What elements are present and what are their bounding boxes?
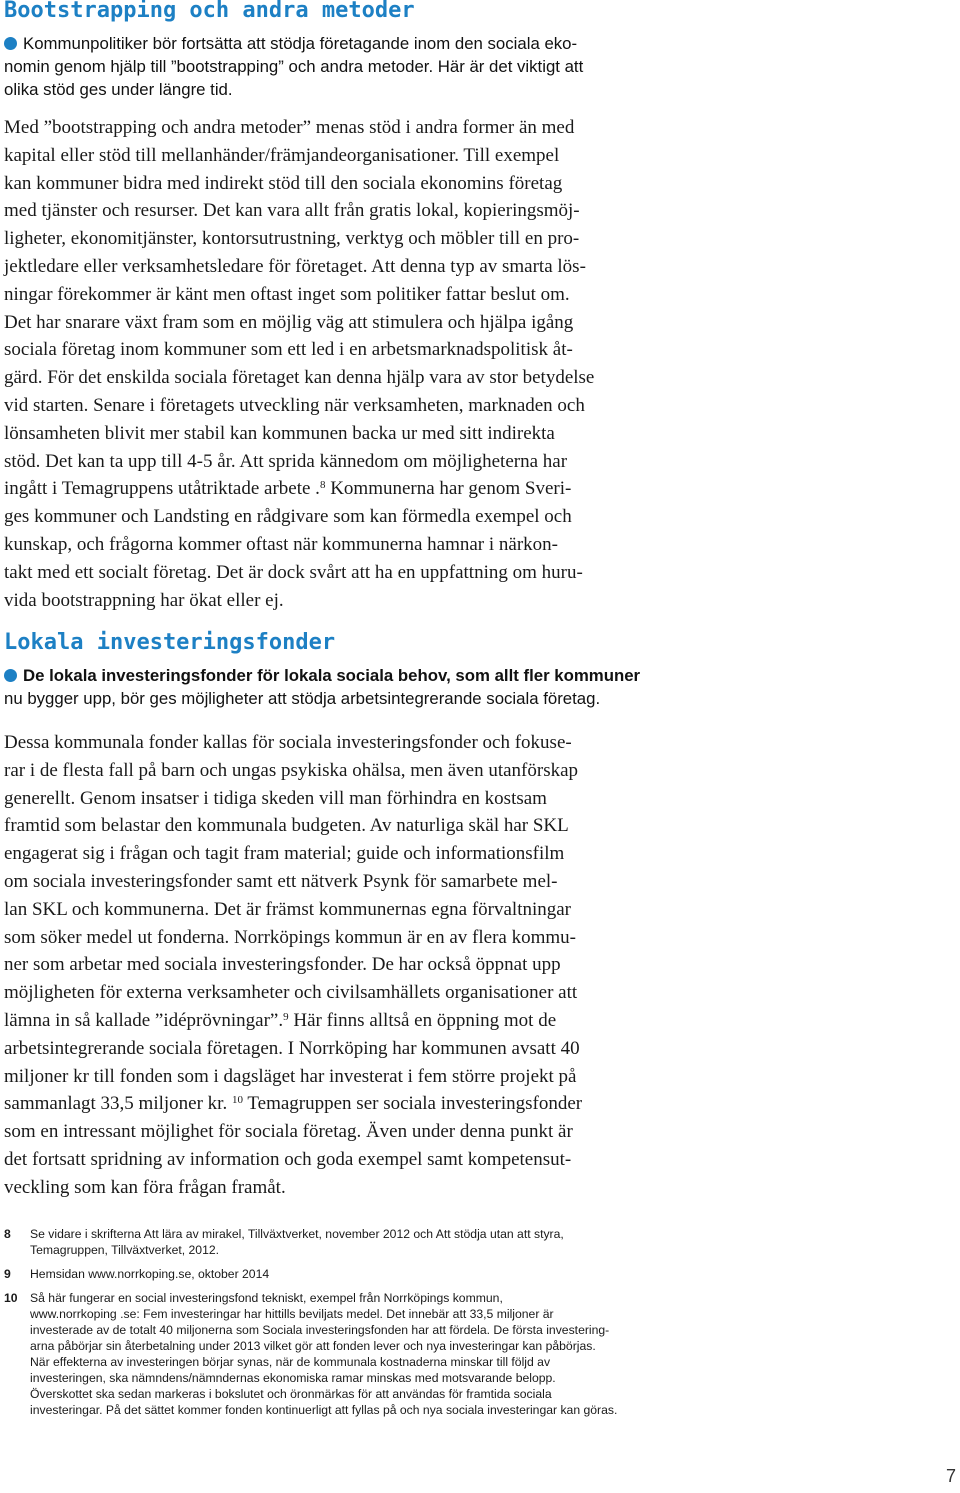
section-heading-bootstrapping: Bootstrapping och andra metoder [4, 0, 415, 23]
text-line: engagerat sig i frågan och tagit fram material; guide och informationsfilm [4, 843, 565, 865]
lead-line: nu bygger upp, bör ges möjligheter att stödja arbetsintegrerande sociala företag. [4, 689, 601, 708]
footnote-8 [4, 1226, 664, 1258]
body-text-bootstrapping [4, 114, 594, 614]
text-line: om sociala investeringsfonder samt ett nätverk Psynk för samarbete mel- [4, 870, 558, 892]
text-line: kan kommuner bidra med indirekt stöd till den sociala ekonomins företag [4, 172, 563, 194]
footnote-line: investeringar. På det sättet kommer fonden kontinuerligt att fyllas på och nya sociala investeringar kan göras. [30, 1403, 618, 1417]
footnote-ref-8: 8 [319, 479, 326, 492]
text-line: generellt. Genom insatser i tidiga skeden vill man förhindra en kostsam [4, 787, 547, 809]
footnote-line: Hemsidan www.norrkoping.se, oktober 2014 [30, 1267, 270, 1281]
footnote-number: 9 [4, 1267, 11, 1281]
text-line: arbetsintegrerande sociala företagen. I Norrköping har kommunen avsatt 40 [4, 1037, 580, 1059]
text-line-with-footnote-ref [4, 475, 594, 503]
footnote-number: 8 [4, 1227, 11, 1241]
page-number: 7 [945, 1466, 956, 1486]
text-segment: Här finns alltså en öppning mot de [288, 1009, 557, 1031]
text-line: med tjänster och resurser. Det kan vara allt från gratis lokal, kopieringsmöj- [4, 200, 580, 222]
text-line: vida bootstrappning har ökat eller ej. [4, 589, 284, 611]
lead-paragraph-investeringsfonder [4, 664, 652, 710]
text-line: rar i de flesta fall på barn och ungas psykiska ohälsa, men även utanförskap [4, 759, 579, 781]
footnote-line: Temagruppen, Tillväxtverket, 2012. [30, 1243, 220, 1257]
text-line: kunskap, och frågorna kommer oftast när kommunerna hamnar i närkon- [4, 533, 558, 555]
text-line-with-footnote-ref [4, 1090, 582, 1118]
text-line: lan SKL och kommunerna. Det är främst kommunernas egna förvaltningar [4, 898, 572, 920]
text-line: ner som arbetar med sociala investeringsfonder. De har också öppnat upp [4, 954, 561, 976]
text-line: ningar förekommer är känt men oftast inget som politiker fattar beslut om. [4, 283, 570, 305]
text-line-with-footnote-ref [4, 1007, 582, 1035]
text-line: sociala företag inom kommuner som ett led i en arbetsmarknadspolitisk åt- [4, 339, 573, 361]
text-line: kapital eller stöd till mellanhänder/främjandeorganisationer. Till exempel [4, 144, 560, 166]
footnote-line: Se vidare i skrifterna Att lära av mirakel, Tillväxtverket, november 2012 och Att stödja utan att styra, [30, 1227, 564, 1241]
footnote-line: Överskottet ska sedan markeras i bokslutet och öronmärkas för att användas för framtida sociala [30, 1387, 552, 1401]
footnote-line: När effekterna av investeringen börjar synas, när de kommunala kostnaderna minskar till följd av [30, 1355, 551, 1369]
footnote-ref-9: 9 [283, 1010, 289, 1023]
footnote-line: www.norrkoping .se: Fem investeringar har hittills beviljats medel. Det innebär att 33,5 miljoner är [30, 1307, 554, 1321]
text-segment: Kommunerna har genom Sveri- [325, 478, 572, 500]
text-line: Det har snarare växt fram som en möjlig väg att stimulera och hjälpa igång [4, 311, 574, 333]
text-line: Dessa kommunala fonder kallas för sociala investeringsfonder och fokuse- [4, 732, 572, 753]
bullet-dot-icon [4, 37, 17, 50]
text-segment: lämna in så kallade ”idéprövningar”. [4, 1009, 284, 1031]
text-line: veckling som kan föra frågan framåt. [4, 1176, 286, 1198]
text-line: stöd. Det kan ta upp till 4-5 år. Att sprida kännedom om möjligheterna har [4, 450, 568, 472]
text-segment: sammanlagt 33,5 miljoner kr. [4, 1093, 228, 1115]
footnote-ref-10: 10 [231, 1094, 243, 1107]
text-line: takt med ett socialt företag. Det är dock svårt att ha en uppfattning om huru- [4, 561, 583, 583]
text-line: jektledare eller verksamhetsledare för företaget. Att denna typ av smarta lös- [4, 255, 586, 277]
section-heading-investeringsfonder: Lokala investeringsfonder [4, 630, 336, 655]
text-line: vid starten. Senare i företagets utveckling när verksamheten, marknaden och [4, 394, 585, 416]
text-line: framtid som belastar den kommunala budgeten. Av naturliga skäl har SKL [4, 815, 569, 837]
footnote-number: 10 [4, 1291, 18, 1305]
body-text-investeringsfonder [4, 729, 582, 1202]
footnote-line: arna påbörjar sin återbetalning under 2013 vilket gör att fonden lever och nya investeringar kan påbörjas. [30, 1339, 596, 1353]
footnote-9 [4, 1266, 664, 1282]
text-line: som en intressant möjlighet för sociala företag. Även under denna punkt är [4, 1121, 573, 1143]
text-line: det fortsatt spridning av information och goda exempel samt kompetensut- [4, 1148, 572, 1170]
bullet-dot-icon [4, 669, 17, 682]
text-segment: ingått i Temagruppens utåtriktade arbete . [4, 478, 320, 500]
text-line: möjligheten för externa verksamheter och civilsamhällets organisationer att [4, 982, 578, 1004]
footnote-line: investerade av de totalt 40 miljonerna som Sociala investeringsfonden har att fördela. De första investering- [30, 1323, 610, 1337]
lead-line: olika stöd ges under längre tid. [4, 80, 233, 99]
footnotes [4, 1226, 664, 1426]
lead-line: De lokala investeringsfonder för lokala sociala behov, som allt fler kommuner [23, 666, 641, 685]
text-line: gärd. För det enskilda sociala företaget kan denna hjälp vara av stor betydelse [4, 367, 595, 389]
text-line: miljoner kr till fonden som i dagsläget har investerat i fem större projekt på [4, 1065, 577, 1087]
text-line: ligheter, ekonomitjänster, kontorsutrustning, verktyg och möbler till en pro- [4, 228, 580, 250]
text-segment: Temagruppen ser sociala investeringsfonder [242, 1093, 583, 1115]
text-line: ges kommuner och Landsting en rådgivare som kan förmedla exempel och [4, 506, 572, 528]
lead-line: nomin genom hjälp till ”bootstrapping” och andra metoder. Här är det viktigt att [4, 57, 584, 76]
footnote-10 [4, 1290, 664, 1418]
text-line: som söker medel ut fonderna. Norrköpings kommun är en av flera kommu- [4, 926, 576, 948]
lead-paragraph-bootstrapping [4, 32, 652, 101]
footnote-line: investeringen, ska nämndens/nämndernas ekonomiska ramar minskas med motsvarande belopp. [30, 1371, 556, 1385]
text-line: Med ”bootstrapping och andra metoder” menas stöd i andra former än med [4, 117, 575, 138]
footnote-line: Så här fungerar en social investeringsfond tekniskt, exempel från Norrköpings kommun, [30, 1291, 503, 1305]
text-line: lönsamheten blivit mer stabil kan kommunen backa ur med sitt indirekta [4, 422, 555, 444]
lead-line: Kommunpolitiker bör fortsätta att stödja företagande inom den sociala eko- [23, 34, 578, 53]
